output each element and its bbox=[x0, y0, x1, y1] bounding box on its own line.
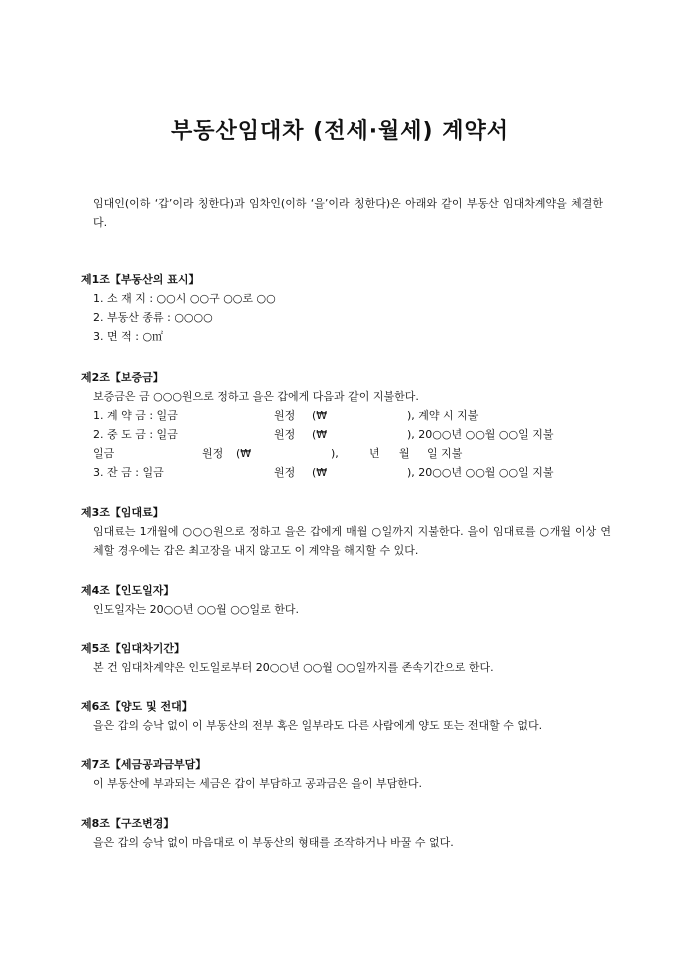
article-2 bbox=[81, 368, 611, 482]
row-tail: ), 20○○년 ○○월 ○○일 지불 bbox=[407, 428, 554, 441]
row-krw: (₩ bbox=[312, 428, 328, 441]
row-close: ), bbox=[331, 447, 339, 460]
article-1-item: 1. 소 재 지 : ○○시 ○○구 ○○로 ○○ bbox=[93, 292, 276, 305]
row-won: 원정 bbox=[274, 466, 296, 479]
article-1 bbox=[81, 270, 611, 346]
article-5-heading: 제5조【임대차기간】 bbox=[81, 642, 186, 655]
document-title: 부동산임대차 (전세·월세) 계약서 bbox=[170, 119, 510, 144]
article-5-text: 본 건 임대차계약은 인도일로부터 20○○년 ○○월 ○○일까지를 존속기간으로 한다. bbox=[93, 661, 494, 674]
article-5 bbox=[81, 639, 611, 677]
row-krw: (₩ bbox=[312, 466, 328, 479]
article-4-text: 인도일자는 20○○년 ○○월 ○○일로 한다. bbox=[93, 603, 299, 616]
deposit-row-interim-payment bbox=[81, 425, 611, 444]
row-label: 3. 잔 금 : 일금 bbox=[93, 466, 164, 479]
article-8-text: 을은 갑의 승낙 없이 마음대로 이 부동산의 형태를 조작하거나 바꿀 수 없다. bbox=[93, 836, 454, 849]
article-6-heading: 제6조【양도 및 전대】 bbox=[81, 700, 193, 713]
row-won: 원정 bbox=[202, 447, 224, 460]
intro-paragraph: 임대인(이하 ‘갑’이라 칭한다)과 임차인(이하 ‘을’이라 칭한다)은 아래와 같이 부동산 임대차계약을 체결한다. bbox=[93, 197, 603, 229]
row-won: 원정 bbox=[274, 428, 296, 441]
article-3-heading: 제3조【임대료】 bbox=[81, 506, 164, 519]
row-day: 일 지불 bbox=[427, 447, 463, 460]
row-tail: ), 계약 시 지불 bbox=[407, 409, 479, 422]
article-7-text: 이 부동산에 부과되는 세금은 갑이 부담하고 공과금은 을이 부담한다. bbox=[93, 777, 422, 790]
row-tail: ), 20○○년 ○○월 ○○일 지불 bbox=[407, 466, 554, 479]
article-3-text: 임대료는 1개월에 ○○○원으로 정하고 을은 갑에게 매월 ○일까지 지불한다. 을이 임대료를 ○개월 이상 연체할 경우에는 갑은 최고장을 내지 않고도 이 계약을 해지할 수 있다. bbox=[93, 525, 611, 557]
article-2-lead: 보증금은 금 ○○○원으로 정하고 을은 갑에게 다음과 같이 지불한다. bbox=[93, 390, 419, 403]
article-6-text: 을은 갑의 승낙 없이 이 부동산의 전부 혹은 일부라도 다른 사람에게 양도 또는 전대할 수 없다. bbox=[93, 719, 543, 732]
article-2-heading: 제2조【보증금】 bbox=[81, 371, 164, 384]
article-3 bbox=[81, 503, 611, 560]
article-1-heading: 제1조【부동산의 표시】 bbox=[81, 273, 200, 286]
article-8 bbox=[81, 814, 611, 852]
article-1-item: 2. 부동산 종류 : ○○○○ bbox=[93, 311, 213, 324]
deposit-row-balance bbox=[81, 463, 611, 482]
row-krw: (₩ bbox=[236, 447, 252, 460]
row-label: 2. 중 도 금 : 일금 bbox=[93, 428, 178, 441]
row-krw: (₩ bbox=[312, 409, 328, 422]
row-label: 1. 계 약 금 : 일금 bbox=[93, 409, 178, 422]
article-4 bbox=[81, 581, 611, 619]
deposit-row-interim-payment-2 bbox=[81, 444, 611, 463]
deposit-row-down-payment bbox=[81, 406, 611, 425]
article-7 bbox=[81, 755, 611, 793]
row-won: 원정 bbox=[274, 409, 296, 422]
article-1-item: 3. 면 적 : ○㎡ bbox=[93, 330, 164, 343]
article-4-heading: 제4조【인도일자】 bbox=[81, 584, 175, 597]
row-label: 일금 bbox=[93, 447, 115, 460]
article-8-heading: 제8조【구조변경】 bbox=[81, 817, 175, 830]
article-6 bbox=[81, 697, 611, 735]
row-month: 월 bbox=[399, 447, 410, 460]
row-year: 년 bbox=[369, 447, 380, 460]
article-7-heading: 제7조【세금공과금부담】 bbox=[81, 758, 207, 771]
